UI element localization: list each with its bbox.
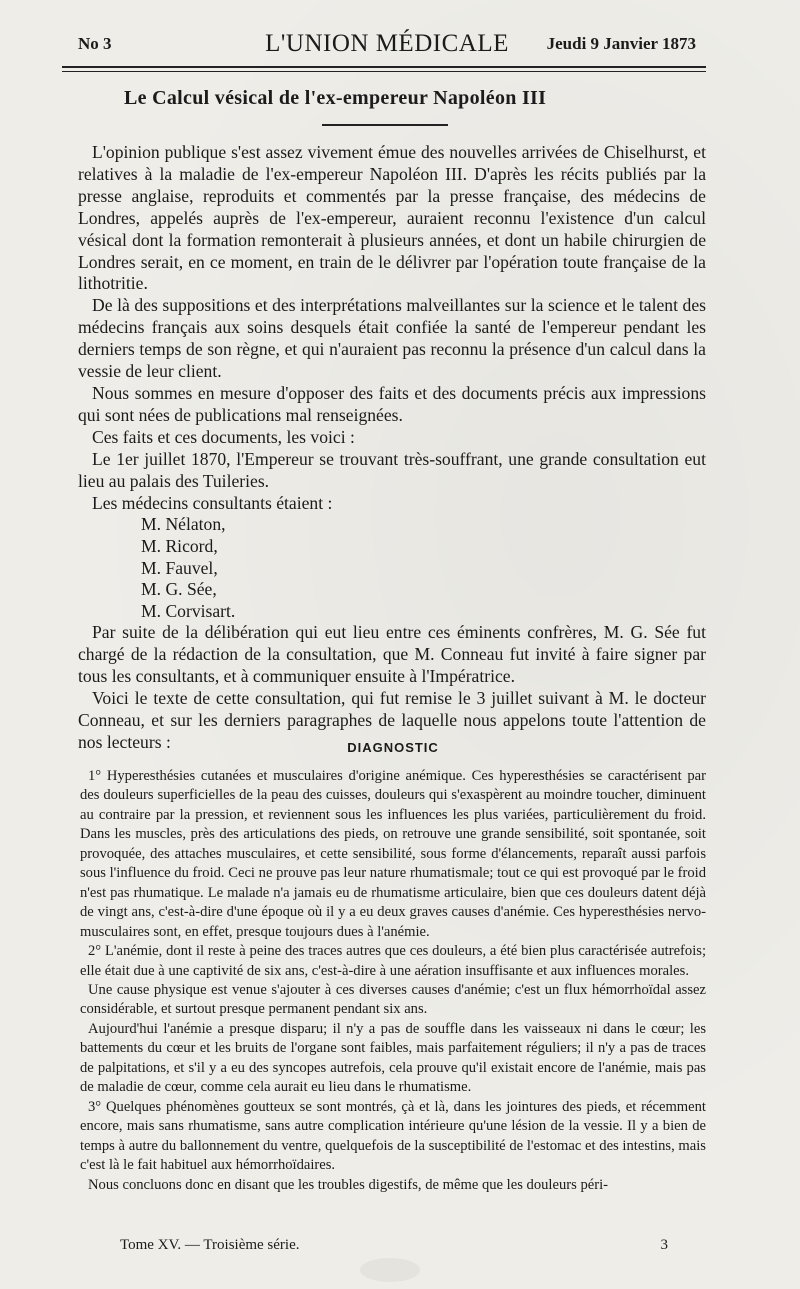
header-rule-thin <box>62 71 706 72</box>
paragraph: Le 1er juillet 1870, l'Empereur se trouvant très-souffrant, une grande consultation eut lieu au palais des Tuileries. <box>78 448 706 491</box>
diagnostic-heading: DIAGNOSTIC <box>347 740 439 755</box>
paragraph: Ces faits et ces documents, les voici : <box>92 426 355 447</box>
paragraph: Nous sommes en mesure d'opposer des faits et des documents précis aux impressions qui sont nées de publications mal renseignées. <box>78 382 706 425</box>
diagnostic-section <box>80 740 706 1195</box>
paragraph: Voici le texte de cette consultation, qui fut remise le 3 juillet suivant à M. le docteur Conneau, et sur les derniers paragraphes de laquelle nous appelons toute l'attention de nos lecteurs : <box>78 688 706 752</box>
page-header <box>78 28 696 60</box>
diagnostic-text <box>80 767 706 1195</box>
paragraph: De là des suppositions et des interprétations malveillantes sur la science et le talent des médecins français aux soins desquels était confiée la santé de l'empereur pendant les derniers temps de son règne, et qui n'auraient pas reconnu la présence d'un calcul dans la vessie de leur client. <box>78 295 706 382</box>
issue-number: No 3 <box>78 34 112 53</box>
diagnostic-paragraph: Aujourd'hui l'anémie a presque disparu; il n'y a pas de souffle dans les vaisseaux ni dans le cœur; les battements du cœur et les bruits de l'organe sont faibles, mais parfaitement réguliers; il n'y a pas de traces de palpitations, et s'il y a eu des syncopes autrefois, cela prouve qu'il existait encore de l'anémie, mais pas de maladie de cœur, comme cela aurait eu lieu dans le rhumatisme. <box>80 1020 706 1096</box>
issue-date: Jeudi 9 Janvier 1873 <box>546 34 696 53</box>
physician-list <box>78 514 706 622</box>
paragraph: L'opinion publique s'est assez vivement émue des nouvelles arrivées de Chiselhurst, et relatives à la maladie de l'ex-empereur Napoléon III. D'après les récits publiés par la presse anglaise, reproduits et commentés par la presse française, des médecins de Londres, appelés auprès de l'ex-empereur, auraient reconnu l'existence d'un calcul vésical dont la formation remonterait à plusieurs années, et dont un habile chirurgien de Londres serait, en ce moment, en train de le délivrer par l'opération toute française de la lithotritie. <box>78 142 706 294</box>
article-title: Le Calcul vésical de l'ex-empereur Napoléon III <box>124 87 547 109</box>
paragraph: Par suite de la délibération qui eut lieu entre ces éminents confrères, M. G. Sée fut chargé de la rédaction de la consultation, que M. Conneau fut invité à faire signer par tous les consultants, et à communiquer ensuite à l'Impératrice. <box>78 622 706 687</box>
diagnostic-paragraph: 2° L'anémie, dont il reste à peine des traces autres que ces douleurs, a été bien plus caractérisée autrefois; elle était due à une captivité de six ans, c'est-à-dire à une aération insuffisante et aux influences morales. <box>80 943 706 979</box>
diagnostic-paragraph: 1° Hyperesthésies cutanées et musculaires d'origine anémique. Ces hyperesthésies se caractérisent par des douleurs superficielles de la peau des cuisses, douleurs qui s'exaspèrent au moindre toucher, diminuent au contraire par la pression, et reviennent sous les influences les plus variées, particulièrement du froid. Dans les muscles, près des articulations des pieds, on retrouve une grande sensibilité, soit spontanée, soit provoquée, des attaches musculaires, et cette sensibilité, sous forme d'élancements, reparaît aussi parfois sous l'influence du froid. Ceci ne prouve pas leur nature rhumatismale; tout ce qui est provoqué par le froid n'est pas rhumatique. Le malade n'a jamais eu de rhumatisme articulaire, bien que ces douleurs datent déjà de vingt ans, c'est-à-dire d'une époque où il y a eu deux graves causes d'anémie. Ces hyperesthésies nervo-musculaires sont, en effet, presque toujours dues à l'anémie. <box>80 768 706 940</box>
diagnostic-paragraph: 3° Quelques phénomènes goutteux se sont montrés, çà et là, dans les jointures des pieds, et récemment encore, mais sans rhumatisme, sans autre complication intérieure qu'une lésion de la vessie. Il y a bien de temps à autre du ballonnement du ventre, quelquefois de la susceptibilité de l'estomac et des intestins, mais c'est là le fait habituel aux hémorrhoïdaires. <box>80 1098 706 1174</box>
diagnostic-paragraph: Une cause physique est venue s'ajouter à ces diverses causes d'anémie; c'est un flux hémorrhoïdal assez considérable, et surtout presque permanent pendant six ans. <box>80 981 706 1018</box>
volume-line: Tome XV. — Troisième série. <box>120 1237 300 1253</box>
physician-item: M. Corvisart. <box>141 600 236 621</box>
article-body <box>78 142 706 754</box>
physician-item: M. Fauvel, <box>141 557 218 578</box>
physician-item: M. G. Sée, <box>141 579 217 600</box>
physician-item: M. Ricord, <box>141 536 218 556</box>
journal-title: L'UNION MÉDICALE <box>265 30 509 57</box>
ink-smudge <box>360 1258 420 1282</box>
title-divider <box>322 124 448 126</box>
page-number: 3 <box>660 1237 668 1253</box>
diagnostic-paragraph: Nous concluons donc en disant que les troubles digestifs, de même que les douleurs péri- <box>88 1176 608 1193</box>
paragraph: Les médecins consultants étaient : <box>92 492 333 513</box>
header-rule <box>62 66 706 68</box>
physician-item: M. Nélaton, <box>141 514 226 535</box>
